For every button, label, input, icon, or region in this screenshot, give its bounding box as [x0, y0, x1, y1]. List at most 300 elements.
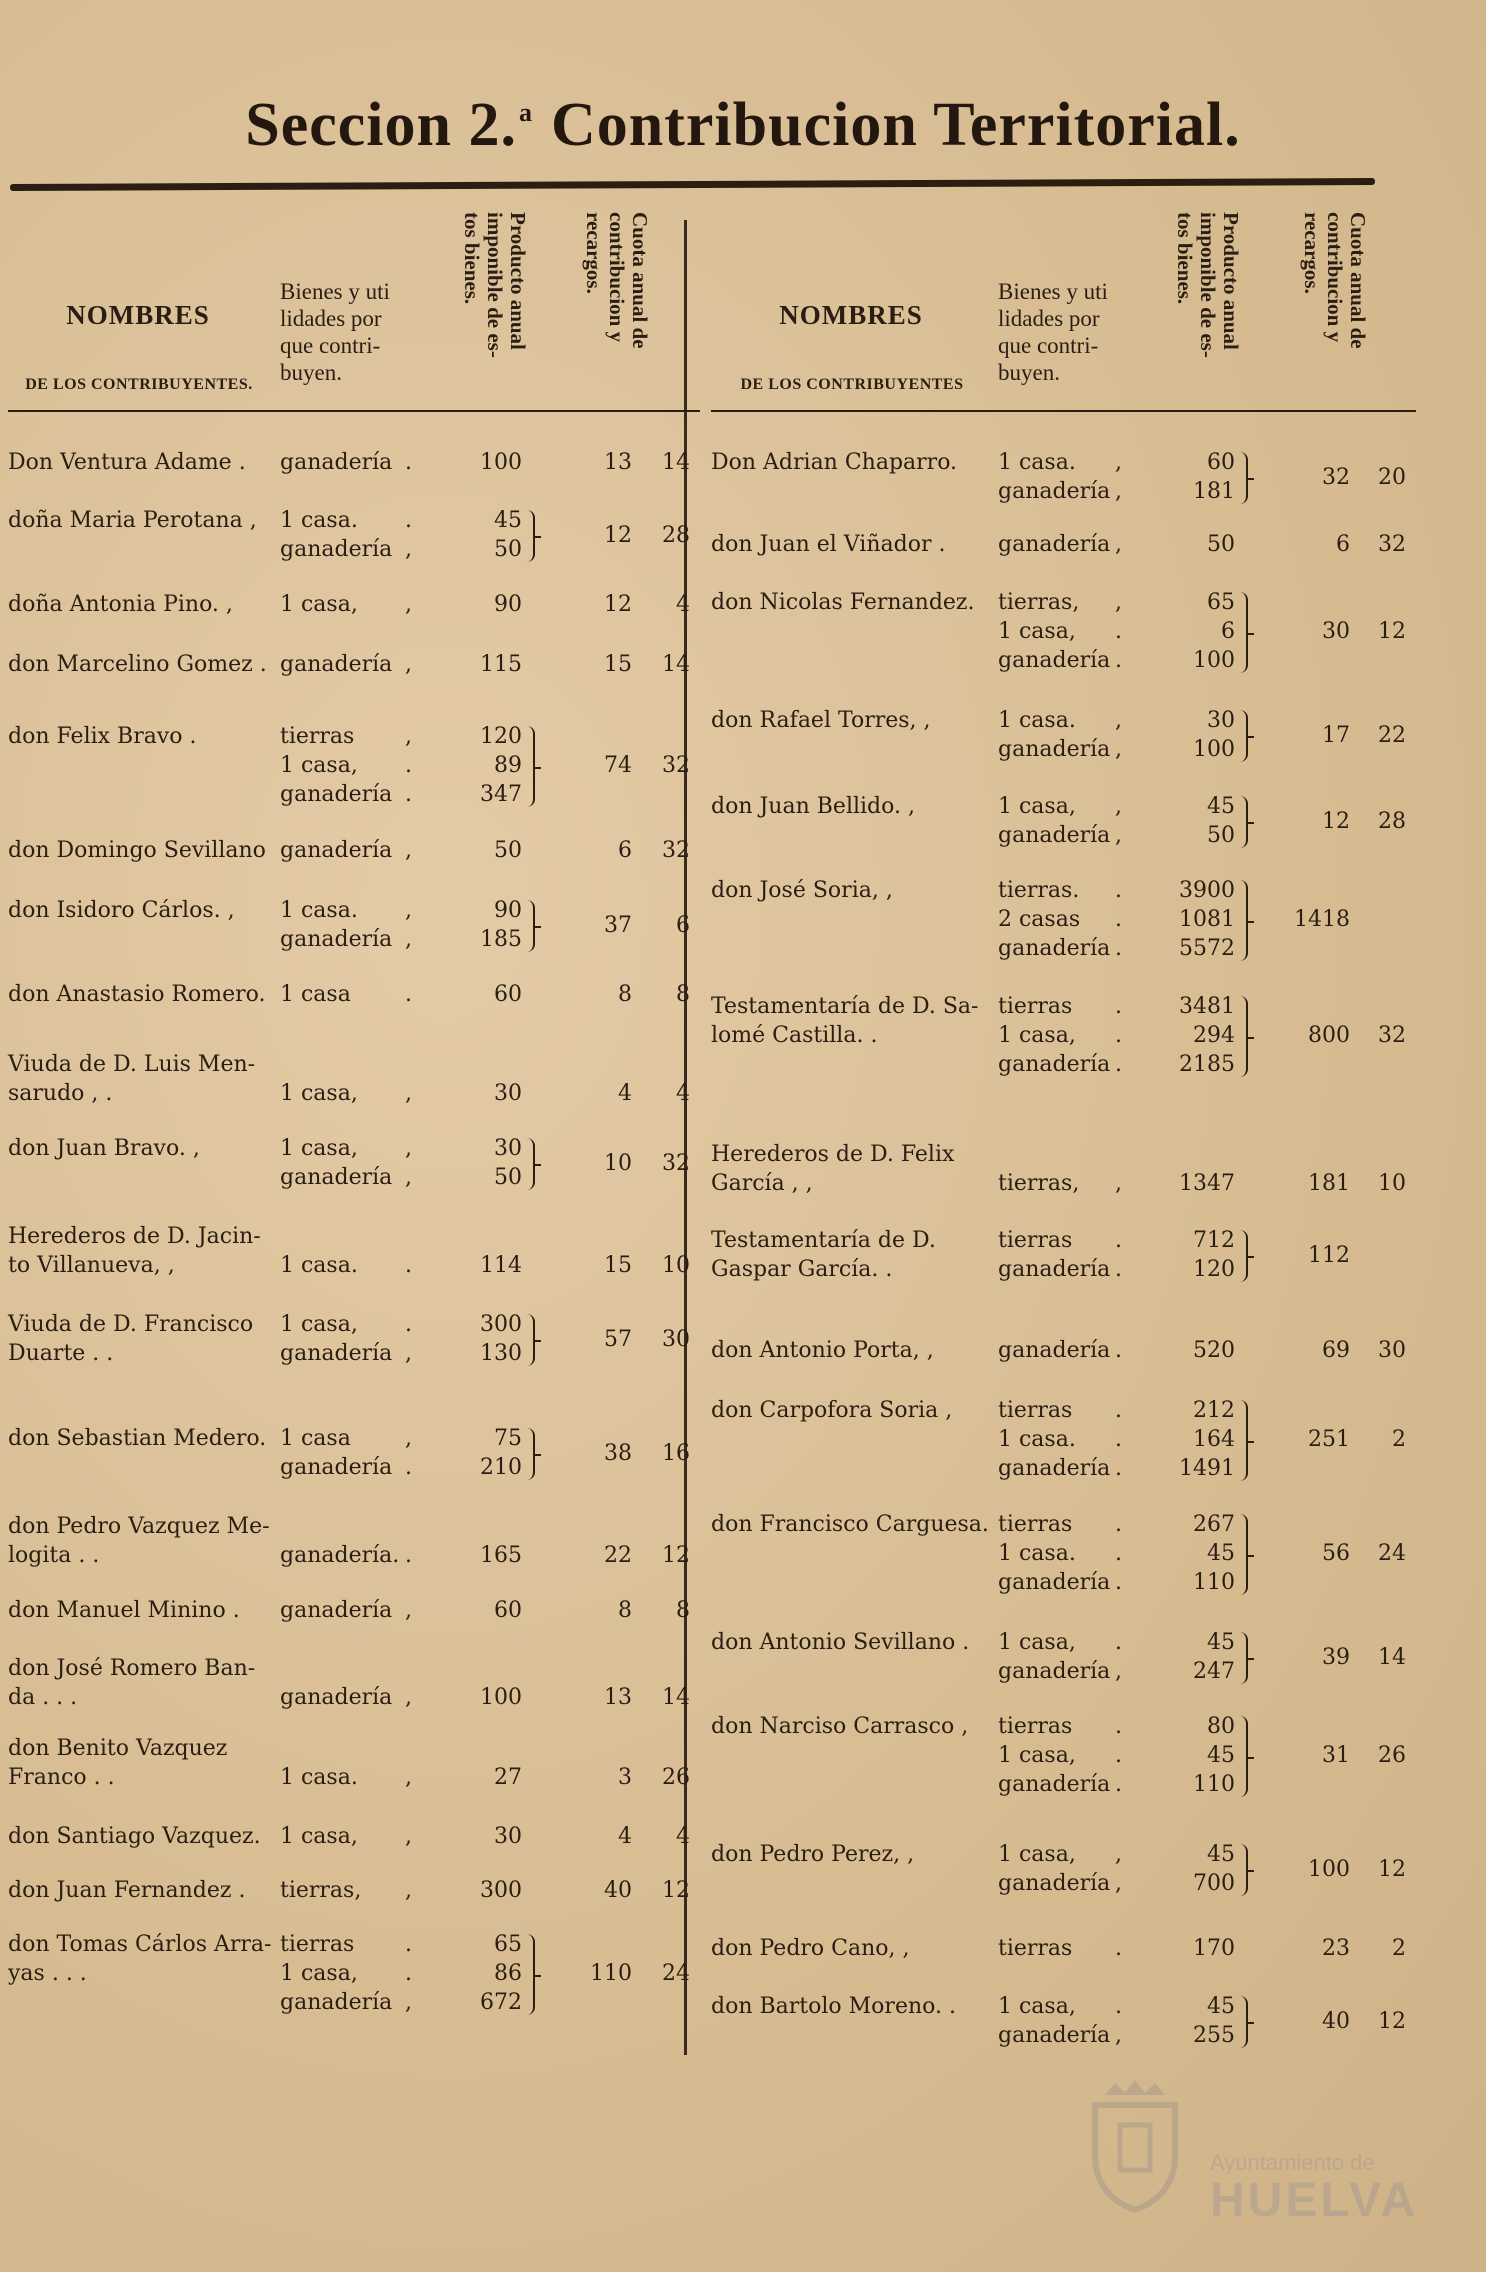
producto-value: 27 — [494, 1765, 522, 1790]
cuota-reales: 12 — [604, 522, 632, 548]
left-header-bienes-line: que contri- — [280, 333, 381, 358]
cuota-maravedis: 14 — [1378, 1644, 1406, 1670]
contributor-name: Viuda de D. Francisco — [8, 1312, 254, 1337]
cuota-maravedis: 14 — [662, 1685, 690, 1710]
bienes-item: tierras, — [998, 590, 1080, 615]
watermark — [1210, 2150, 1418, 2226]
producto-value: 1347 — [1179, 1171, 1235, 1196]
producto-bracket — [1240, 1632, 1248, 1684]
cuota-maravedis: 32 — [662, 838, 690, 863]
bienes-item: ganadería — [998, 1871, 1111, 1896]
left-header-bienes — [280, 278, 390, 386]
contributor-name: don Juan el Viñador . — [711, 532, 946, 557]
cuota-reales: 17 — [1322, 722, 1350, 748]
cuota-reales: 38 — [604, 1440, 632, 1466]
bienes-punct: . — [1115, 1570, 1122, 1595]
producto-value: 2185 — [1179, 1052, 1235, 1077]
cuota-reales: 251 — [1308, 1427, 1350, 1452]
bienes-item: ganadería — [280, 450, 393, 475]
cuota-maravedis: 28 — [1378, 808, 1406, 834]
left-header-cuota-line: Cuota anual de — [628, 212, 652, 349]
bienes-item: tierras — [998, 1398, 1073, 1423]
contributor-name: logita . . — [8, 1543, 100, 1568]
cuota-maravedis: 32 — [662, 1150, 690, 1176]
bienes-item: 1 casa. — [280, 508, 358, 533]
left-header-producto-line: tos bienes. — [460, 212, 484, 305]
producto-bracket — [1240, 592, 1248, 673]
bienes-punct: . — [405, 1312, 412, 1337]
bienes-punct: , — [1115, 1171, 1122, 1196]
producto-value: 90 — [494, 592, 522, 617]
bienes-item: tierras — [280, 1932, 355, 1957]
right-header-producto-line: imponible de es- — [1196, 212, 1220, 358]
bienes-item: 1 casa. — [998, 708, 1076, 733]
producto-value: 100 — [480, 450, 522, 475]
producto-value: 212 — [1193, 1398, 1235, 1423]
contributor-name: García , , — [711, 1171, 813, 1196]
bienes-punct: . — [1115, 1427, 1122, 1452]
bienes-item: 1 casa. — [280, 898, 358, 923]
cuota-reales: 6 — [1336, 532, 1350, 557]
bienes-punct: , — [1115, 479, 1122, 504]
producto-bracket — [527, 1314, 535, 1366]
producto-value: 65 — [494, 1932, 522, 1957]
left-header-producto-line: imponible de es- — [483, 212, 507, 358]
cuota-reales: 12 — [1322, 808, 1350, 834]
cuota-maravedis: 24 — [662, 1961, 690, 1986]
bienes-item: ganadería — [998, 2023, 1111, 2048]
contributor-name: don Rafael Torres, , — [711, 708, 931, 733]
bienes-punct: . — [1115, 907, 1122, 932]
right-header-cuota-line: Cuota anual de — [1346, 212, 1370, 349]
bienes-item: 1 casa. — [998, 1541, 1076, 1566]
producto-value: 90 — [494, 898, 522, 923]
bienes-punct: , — [405, 1598, 412, 1623]
bienes-item: ganadería — [280, 782, 393, 807]
bienes-item: ganadería — [998, 648, 1111, 673]
cuota-reales: 100 — [1308, 1856, 1350, 1882]
watermark-line-1: Ayuntamiento de — [1210, 2150, 1375, 2175]
bienes-punct: . — [1115, 1228, 1122, 1253]
producto-value: 60 — [494, 1598, 522, 1623]
bienes-item: tierras, — [998, 1171, 1080, 1196]
cuota-reales: 15 — [604, 652, 632, 677]
bienes-punct: , — [405, 1765, 412, 1790]
bienes-item: 1 casa, — [280, 592, 358, 617]
producto-value: 1081 — [1179, 907, 1235, 932]
bienes-item: ganadería — [280, 1990, 393, 2015]
contributor-name: don Manuel Minino . — [8, 1598, 240, 1623]
producto-value: 30 — [1207, 708, 1235, 733]
cuota-maravedis: 24 — [1378, 1541, 1406, 1566]
producto-value: 30 — [494, 1824, 522, 1849]
bienes-item: ganadería — [998, 1257, 1111, 1282]
cuota-reales: 31 — [1322, 1743, 1350, 1768]
cuota-maravedis: 10 — [662, 1253, 690, 1278]
contributor-name: don Felix Bravo . — [8, 724, 197, 749]
contributor-name: don Narciso Carrasco , — [711, 1714, 969, 1739]
producto-bracket — [1240, 1716, 1248, 1797]
bienes-item: ganadería — [998, 532, 1111, 557]
right-header-producto — [1173, 212, 1242, 402]
producto-bracket — [527, 1428, 535, 1480]
producto-value: 120 — [480, 724, 522, 749]
cuota-maravedis: 30 — [1378, 1338, 1406, 1363]
contributor-name: don José Romero Ban- — [8, 1656, 256, 1681]
contributor-name: Don Ventura Adame . — [8, 450, 246, 475]
cuota-maravedis: 32 — [1378, 532, 1406, 557]
bienes-punct: . — [1115, 1456, 1122, 1481]
producto-value: 100 — [1193, 737, 1235, 762]
cuota-reales: 22 — [604, 1543, 632, 1568]
bienes-item: ganadería — [998, 823, 1111, 848]
title-rule — [10, 178, 1375, 191]
cuota-maravedis: 14 — [662, 652, 690, 677]
bienes-item: tierras — [280, 724, 355, 749]
bienes-item: 1 casa. — [280, 1765, 358, 1790]
contributor-name: don Juan Bravo. , — [8, 1136, 200, 1161]
contributor-name: Gaspar García. . — [711, 1257, 893, 1282]
bienes-item: ganadería — [280, 1598, 393, 1623]
contributor-name: Duarte . . — [8, 1341, 114, 1366]
producto-value: 672 — [480, 1990, 522, 2015]
bienes-item: 1 casa. — [998, 450, 1076, 475]
cuota-maravedis: 12 — [1378, 1856, 1406, 1882]
producto-value: 30 — [494, 1136, 522, 1161]
contributor-name: don Pedro Cano, , — [711, 1936, 910, 1961]
bienes-punct: , — [1115, 1842, 1122, 1867]
bienes-item: ganadería — [998, 1570, 1111, 1595]
contributor-name: don Isidoro Cárlos. , — [8, 898, 235, 923]
contributor-name: Viuda de D. Luis Men- — [8, 1052, 256, 1077]
bienes-item: ganadería — [998, 936, 1111, 961]
producto-bracket — [1240, 710, 1248, 762]
bienes-punct: . — [405, 1543, 412, 1568]
bienes-item: 1 casa — [280, 1426, 351, 1451]
contributor-name: don Antonio Porta, , — [711, 1338, 934, 1363]
contributor-name: to Villanueva, , — [8, 1253, 175, 1278]
contributor-name: Herederos de D. Jacin- — [8, 1224, 261, 1249]
cuota-reales: 181 — [1308, 1171, 1350, 1196]
contributor-name: Testamentaría de D. — [711, 1228, 936, 1253]
bienes-punct: . — [1115, 1023, 1122, 1048]
bienes-item: 2 casas — [998, 907, 1081, 932]
cuota-maravedis: 10 — [1378, 1171, 1406, 1196]
producto-value: 65 — [1207, 590, 1235, 615]
bienes-punct: . — [1115, 1338, 1122, 1363]
bienes-punct: , — [405, 1426, 412, 1451]
producto-bracket — [527, 900, 535, 952]
producto-value: 300 — [480, 1878, 522, 1903]
right-header-rule — [711, 410, 1416, 412]
producto-value: 267 — [1193, 1512, 1235, 1537]
bienes-punct: , — [405, 592, 412, 617]
bienes-item: 1 casa, — [280, 1824, 358, 1849]
producto-value: 164 — [1193, 1427, 1235, 1452]
producto-value: 89 — [494, 753, 522, 778]
bienes-punct: . — [1115, 1772, 1122, 1797]
cuota-reales: 4 — [618, 1824, 632, 1849]
bienes-item: ganadería — [280, 1685, 393, 1710]
right-header-names-sub: DE LOS CONTRIBUYENTES — [740, 376, 964, 393]
bienes-item: ganadería — [280, 537, 393, 562]
producto-value: 86 — [494, 1961, 522, 1986]
cuota-maravedis: 12 — [662, 1543, 690, 1568]
cuota-reales: 12 — [604, 592, 632, 617]
producto-value: 712 — [1193, 1228, 1235, 1253]
cuota-maravedis: 28 — [662, 522, 690, 548]
bienes-punct: . — [405, 1932, 412, 1957]
bienes-punct: . — [1115, 648, 1122, 673]
bienes-punct: . — [405, 782, 412, 807]
contributor-name: don Carpofora Soria , — [711, 1398, 953, 1423]
right-header-names: NOMBRES — [779, 300, 923, 330]
bienes-punct: . — [1115, 1714, 1122, 1739]
cuota-maravedis: 16 — [662, 1440, 690, 1466]
bienes-item: ganadería — [998, 1772, 1111, 1797]
producto-value: 700 — [1193, 1871, 1235, 1896]
cuota-reales: 112 — [1308, 1242, 1350, 1268]
bienes-item: ganadería — [998, 1659, 1111, 1684]
cuota-reales: 32 — [1322, 464, 1350, 490]
producto-bracket — [527, 1934, 535, 2015]
bienes-punct: . — [405, 1961, 412, 1986]
bienes-punct: , — [405, 1136, 412, 1161]
left-header-rule — [8, 410, 700, 412]
contributor-name: doña Maria Perotana , — [8, 508, 257, 533]
bienes-punct: , — [1115, 532, 1122, 557]
contributor-name: don Francisco Carguesa. — [711, 1512, 989, 1537]
producto-value: 247 — [1193, 1659, 1235, 1684]
bienes-punct: , — [405, 838, 412, 863]
contributor-name: don Sebastian Medero. — [8, 1426, 267, 1451]
producto-value: 294 — [1193, 1023, 1235, 1048]
bienes-punct: , — [405, 537, 412, 562]
bienes-item: ganadería — [280, 1341, 393, 1366]
producto-value: 520 — [1193, 1338, 1235, 1363]
producto-value: 110 — [1193, 1570, 1235, 1595]
producto-value: 185 — [480, 927, 522, 952]
left-header-bienes-line: buyen. — [280, 360, 342, 385]
cuota-maravedis: 4 — [676, 1824, 690, 1849]
right-header-cuota-line: contribucion y — [1323, 212, 1347, 343]
bienes-punct: , — [1115, 590, 1122, 615]
bienes-item: 1 casa. — [998, 1427, 1076, 1452]
cuota-reales: 10 — [604, 1150, 632, 1176]
producto-value: 114 — [480, 1253, 522, 1278]
contributor-name: yas . . . — [8, 1961, 87, 1986]
bienes-item: 1 casa, — [280, 1312, 358, 1337]
producto-bracket — [1240, 1230, 1248, 1282]
right-header-producto-line: tos bienes. — [1173, 212, 1197, 305]
bienes-item: tierras, — [280, 1878, 362, 1903]
watermark-line-2: HUELVA — [1210, 2174, 1419, 2227]
producto-value: 100 — [480, 1685, 522, 1710]
right-header-bienes-line: buyen. — [998, 360, 1060, 385]
bienes-punct: . — [1115, 994, 1122, 1019]
cuota-reales: 15 — [604, 1253, 632, 1278]
left-header-names: NOMBRES — [66, 300, 210, 330]
left-header-bienes-line: Bienes y uti — [280, 279, 390, 304]
bienes-punct: . — [1115, 878, 1122, 903]
producto-value: 210 — [480, 1455, 522, 1480]
bienes-item: ganadería — [280, 838, 393, 863]
cuota-reales: 3 — [618, 1765, 632, 1790]
producto-value: 110 — [1193, 1772, 1235, 1797]
bienes-punct: . — [1115, 1257, 1122, 1282]
bienes-punct: . — [1115, 619, 1122, 644]
bienes-item: ganadería — [280, 652, 393, 677]
cuota-maravedis: 32 — [1378, 1023, 1406, 1048]
producto-value: 80 — [1207, 1714, 1235, 1739]
bienes-punct: . — [1115, 1541, 1122, 1566]
bienes-item: 1 casa, — [998, 1842, 1076, 1867]
right-header-bienes-line: lidades por — [998, 306, 1100, 331]
left-header-cuota-line: contribucion y — [605, 212, 629, 343]
bienes-punct: . — [405, 508, 412, 533]
producto-bracket — [527, 1138, 535, 1190]
bienes-item: 1 casa. — [280, 1253, 358, 1278]
cuota-reales: 74 — [604, 753, 632, 778]
producto-bracket — [527, 726, 535, 807]
cuota-maravedis: 6 — [676, 912, 690, 938]
contributor-name: don Antonio Sevillano . — [711, 1630, 970, 1655]
bienes-item: tierras — [998, 1228, 1073, 1253]
cuota-maravedis: 12 — [1378, 619, 1406, 644]
bienes-punct: . — [405, 1455, 412, 1480]
bienes-punct: , — [1115, 1659, 1122, 1684]
producto-value: 5572 — [1179, 936, 1235, 961]
bienes-item: 1 casa, — [998, 1630, 1076, 1655]
cuota-reales: 4 — [618, 1081, 632, 1106]
contributor-name: don Tomas Cárlos Arra- — [8, 1932, 272, 1957]
bienes-punct: , — [405, 652, 412, 677]
cuota-reales: 69 — [1322, 1338, 1350, 1363]
bienes-punct: . — [1115, 1630, 1122, 1655]
producto-bracket — [1240, 796, 1248, 848]
contributor-name: sarudo , . — [8, 1081, 113, 1106]
bienes-punct: , — [1115, 823, 1122, 848]
producto-value: 45 — [1207, 1743, 1235, 1768]
producto-bracket — [1240, 1844, 1248, 1896]
bienes-item: 1 casa, — [280, 1136, 358, 1161]
bienes-punct: , — [405, 927, 412, 952]
bienes-punct: . — [1115, 1743, 1122, 1768]
producto-value: 255 — [1193, 2023, 1235, 2048]
contributor-name: don Pedro Vazquez Me- — [8, 1514, 270, 1539]
contributor-name: doña Antonia Pino. , — [8, 592, 233, 617]
bienes-item: 1 casa, — [998, 1994, 1076, 2019]
bienes-item: 1 casa, — [280, 1081, 358, 1106]
bienes-punct: , — [405, 1990, 412, 2015]
right-header-bienes-line: Bienes y uti — [998, 279, 1108, 304]
cuota-reales: 23 — [1322, 1936, 1350, 1961]
right-header-bienes — [998, 278, 1108, 386]
bienes-punct: , — [1115, 737, 1122, 762]
producto-value: 170 — [1193, 1936, 1235, 1961]
producto-value: 50 — [1207, 532, 1235, 557]
producto-value: 45 — [1207, 794, 1235, 819]
right-header-cuota-line: recargos. — [1300, 212, 1324, 294]
bienes-item: tierras — [998, 1936, 1073, 1961]
bienes-item: 1 casa, — [280, 1961, 358, 1986]
cuota-reales: 8 — [618, 982, 632, 1007]
cuota-maravedis: 12 — [662, 1878, 690, 1903]
cuota-maravedis: 8 — [676, 982, 690, 1007]
producto-value: 30 — [494, 1081, 522, 1106]
right-header-bienes-line: que contri- — [998, 333, 1099, 358]
producto-value: 50 — [1207, 823, 1235, 848]
bienes-punct: . — [1115, 1936, 1122, 1961]
producto-bracket — [1240, 880, 1248, 961]
bienes-item: 1 casa, — [998, 1743, 1076, 1768]
cuota-reales: 110 — [590, 1961, 632, 1986]
bienes-item: ganadería. — [280, 1543, 400, 1568]
producto-value: 347 — [480, 782, 522, 807]
bienes-punct: , — [1115, 708, 1122, 733]
producto-bracket — [1240, 452, 1248, 504]
cuota-reales: 39 — [1322, 1644, 1350, 1670]
producto-value: 300 — [480, 1312, 522, 1337]
cuota-reales: 30 — [1322, 619, 1350, 644]
bienes-punct: , — [1115, 1871, 1122, 1896]
page-title: Seccion 2.$^a$ Contribucion Territorial. — [245, 91, 1241, 159]
bienes-punct: . — [1115, 936, 1122, 961]
bienes-item: ganadería — [280, 1165, 393, 1190]
bienes-item: tierras — [998, 1512, 1073, 1537]
cuota-maravedis: 32 — [662, 753, 690, 778]
cuota-reales: 40 — [604, 1878, 632, 1903]
producto-value: 60 — [1207, 450, 1235, 475]
coat-of-arms-icon — [1075, 2075, 1195, 2215]
bienes-item: 1 casa, — [998, 619, 1076, 644]
bienes-punct: . — [1115, 1398, 1122, 1423]
bienes-item: tierras — [998, 1714, 1073, 1739]
contributor-name: Testamentaría de D. Sa- — [711, 994, 979, 1019]
bienes-punct: . — [1115, 1512, 1122, 1537]
producto-value: 130 — [480, 1341, 522, 1366]
cuota-maravedis: 22 — [1378, 722, 1406, 748]
producto-value: 45 — [494, 508, 522, 533]
left-header-cuota-line: recargos. — [582, 212, 606, 294]
bienes-punct: , — [405, 1081, 412, 1106]
producto-value: 50 — [494, 838, 522, 863]
cuota-maravedis: 4 — [676, 592, 690, 617]
left-header-producto-line: Producto anual — [506, 212, 530, 350]
cuota-reales: 57 — [604, 1326, 632, 1352]
cuota-maravedis: 30 — [662, 1326, 690, 1352]
cuota-maravedis: 12 — [1378, 2008, 1406, 2034]
cuota-maravedis: 26 — [662, 1765, 690, 1790]
bienes-punct: . — [405, 982, 412, 1007]
bienes-punct: . — [1115, 1052, 1122, 1077]
producto-value: 45 — [1207, 1541, 1235, 1566]
contributor-name: don José Soria, , — [711, 878, 893, 903]
bienes-item: 1 casa, — [280, 753, 358, 778]
bienes-item: tierras — [998, 994, 1073, 1019]
contributor-name: lomé Castilla. . — [711, 1023, 878, 1048]
producto-value: 3900 — [1179, 878, 1235, 903]
contributor-name: don Marcelino Gomez . — [8, 652, 267, 677]
contributor-name: don Juan Bellido. , — [711, 794, 915, 819]
producto-value: 75 — [494, 1426, 522, 1451]
cuota-reales: 13 — [604, 1685, 632, 1710]
producto-value: 60 — [494, 982, 522, 1007]
bienes-punct: , — [405, 898, 412, 923]
left-header-cuota — [582, 212, 651, 402]
cuota-maravedis: 2 — [1392, 1936, 1406, 1961]
bienes-item: 1 casa, — [998, 794, 1076, 819]
